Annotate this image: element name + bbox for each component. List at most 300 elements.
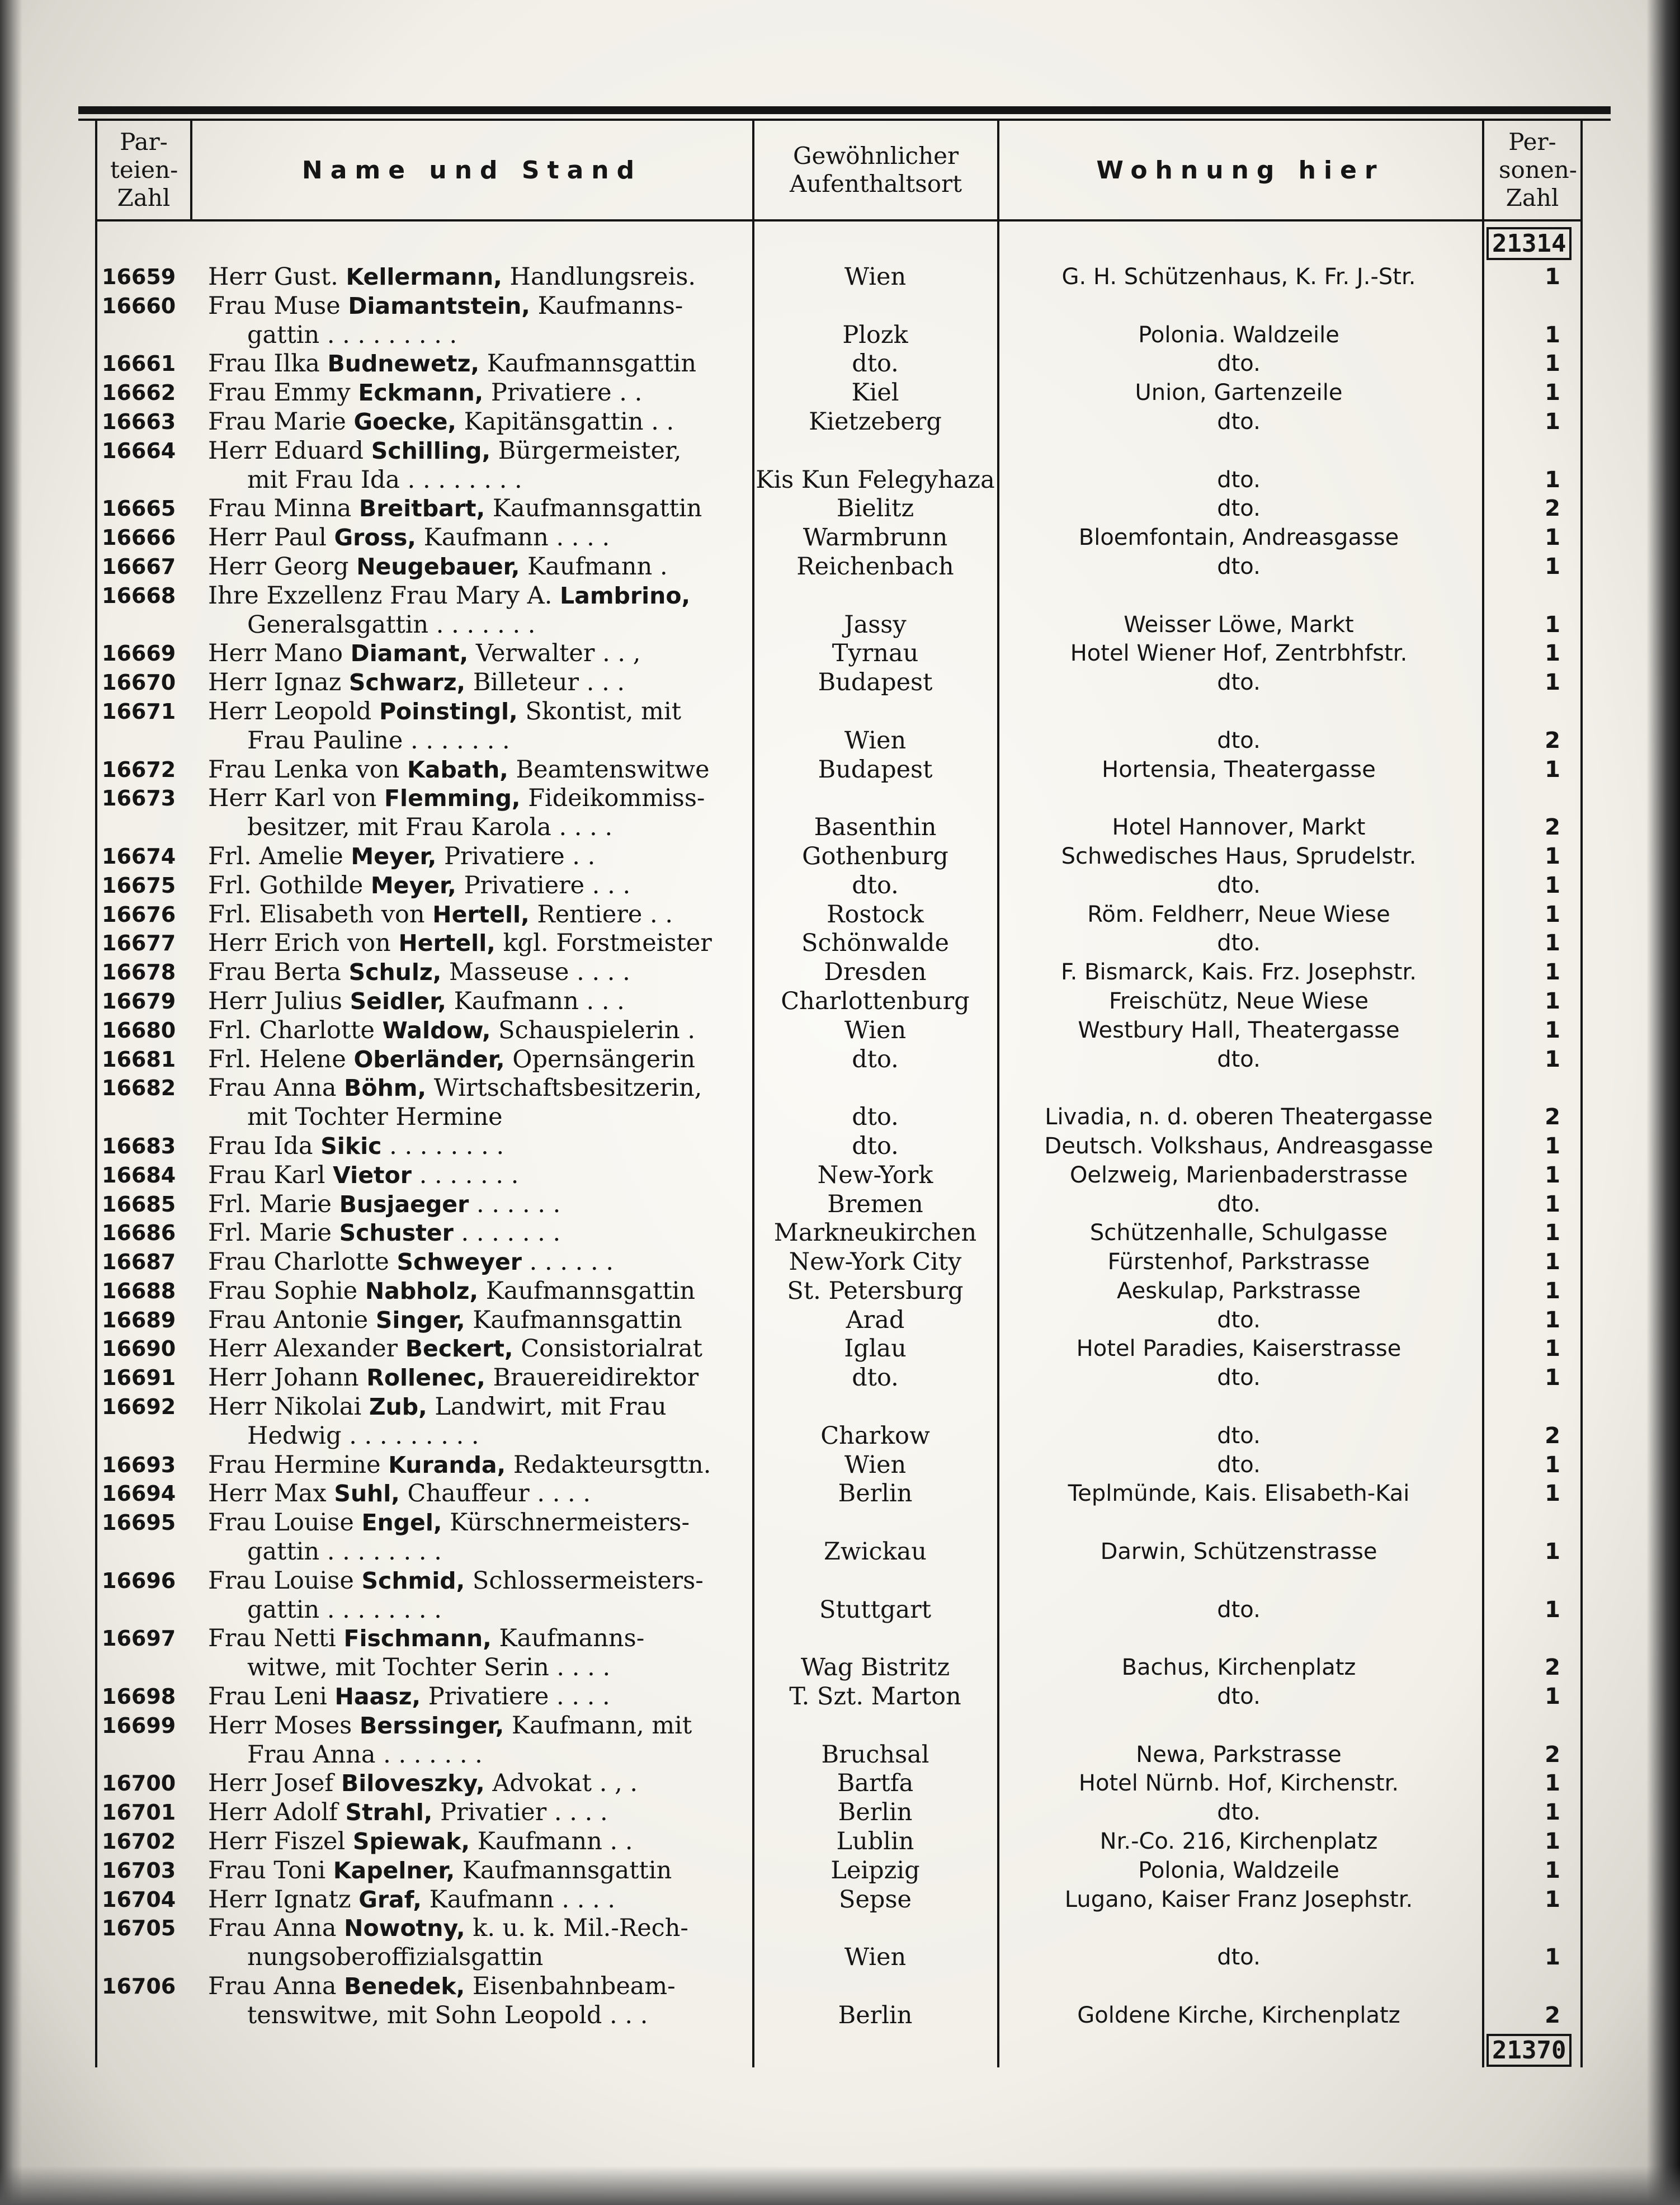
surname: Nabholz, [365,1277,479,1304]
usual-residence: Gothenburg [802,842,948,870]
surname: Kuranda, [388,1451,506,1478]
title: Frau [208,1856,266,1884]
party-number: 16703 [102,1858,176,1883]
usual-residence: Dresden [824,958,927,987]
first-name: Julius [273,987,342,1015]
party-number: 16692 [102,1394,176,1420]
usual-residence: Zwickau [824,1538,927,1566]
party-number: 16675 [102,873,176,898]
person-count: 1 [1545,843,1560,869]
person-count: 1 [1545,640,1560,667]
occupation: Kaufmann . . [477,1827,633,1856]
occupation: . . . . . . . . [389,1132,504,1160]
surname: Fischmann, [343,1625,492,1652]
header-name-text: Name und Stand [301,156,643,185]
title: Herr [208,668,267,697]
name-and-status [208,987,745,1016]
table-row [0,901,1680,930]
local-address: dto. [1217,727,1261,753]
occupation: Skontist, mit [525,697,681,725]
person-count: 2 [1545,1655,1560,1681]
surname: Berssinger, [359,1712,504,1739]
local-address: dto. [1217,1365,1261,1391]
occupation: Kaufmannsgattin [462,1856,672,1884]
title: Frau [208,1624,266,1653]
first-name: Nikolai [273,1393,362,1421]
name-continuation: tenswitwe, mit Sohn Leopold . . . [247,2001,648,2029]
title: Herr [208,524,267,552]
table-row [0,1219,1680,1248]
surname: Lambrino, [560,582,691,609]
surname: Kellermann, [346,263,502,290]
name-and-status [208,408,745,437]
table-row [0,1306,1680,1335]
usual-residence: Jassy [844,610,907,639]
table-row [0,1451,1680,1480]
top-rule-thin [78,119,1611,121]
person-count: 1 [1545,988,1560,1014]
party-number: 16686 [102,1221,176,1246]
local-address: Fürstenhof, Parkstrasse [1107,1249,1370,1275]
first-name: Adolf [273,1798,338,1827]
usual-residence: Budapest [818,668,933,697]
occupation: Kaufmann . . . [454,987,625,1015]
occupation: Consistorialrat [521,1335,702,1363]
occupation: Privatiere . . . . [428,1683,610,1711]
occupation: Kaufmannsgattin [487,350,697,378]
occupation: Kapitänsgattin . . [464,407,674,436]
person-count: 1 [1545,930,1560,957]
surname: Spiewak, [352,1828,470,1855]
local-address: dto. [1217,467,1261,493]
local-address: Lugano, Kaiser Franz Josephstr. [1064,1886,1413,1912]
title: Herr [208,1480,267,1508]
person-count: 1 [1545,1829,1560,1855]
person-count: 1 [1545,1452,1560,1478]
occupation: kgl. Forstmeister [503,929,712,958]
occupation: Advokat . , . [492,1769,638,1798]
party-number: 16679 [102,988,176,1014]
header-residence-text: Gewöhnlicher Aufenthaltsort [790,142,962,197]
occupation: Kaufmanns- [537,291,683,320]
person-count: 1 [1545,408,1560,435]
first-name: Sophie [273,1276,358,1305]
person-count: 1 [1545,1857,1560,1883]
local-address: dto. [1217,1422,1261,1449]
name-and-status [208,1161,745,1190]
first-name: Josef [273,1769,334,1798]
first-name: Gust. [273,263,338,291]
person-count: 1 [1545,1017,1560,1043]
title: Frau [208,494,266,523]
person-count: 2 [1545,1104,1560,1130]
title: Herr [208,1364,267,1392]
first-name: Johann [273,1364,359,1392]
name-and-status [208,1016,745,1045]
carry-out-value: 21370 [1486,2034,1572,2067]
first-name: Fiszel [273,1827,346,1856]
title: Herr [208,1827,267,1856]
local-address: F. Bismarck, Kais. Frz. Josephstr. [1061,959,1417,986]
title: Frl. [208,1045,252,1073]
usual-residence: Stuttgart [819,1595,931,1624]
usual-residence: Reichenbach [796,552,954,581]
local-address: dto. [1217,496,1261,522]
title: Herr [208,1335,267,1363]
usual-residence: Basenthin [814,813,937,842]
title: Frau [208,407,266,436]
party-number: 16706 [102,1974,176,1999]
surname: Rollenec, [366,1364,485,1392]
name-and-status [208,842,745,871]
name-and-status [208,1712,745,1770]
usual-residence: Warmbrunn [803,524,948,552]
header-address [999,122,1481,218]
surname: Schuster [339,1219,454,1247]
title: Frau [208,958,266,987]
party-number: 16700 [102,1771,176,1796]
first-name: Louise [273,1566,354,1595]
usual-residence: Wag Bistritz [800,1653,950,1682]
usual-residence: Bremen [827,1190,923,1218]
person-count: 1 [1545,1278,1560,1304]
local-address: dto. [1217,1684,1261,1710]
usual-residence: Berlin [838,1480,913,1508]
first-name: Marie [259,1219,332,1247]
surname: Hertell, [432,901,530,928]
title: Frau [208,1132,266,1160]
first-name: Amelie [259,842,343,870]
title: Herr [208,1711,267,1740]
name-and-status [208,1914,745,1972]
title: Herr [208,639,267,668]
table-row [0,437,1680,495]
person-count: 2 [1545,1741,1560,1768]
local-address: Hortensia, Theatergasse [1102,756,1376,783]
occupation: Kaufmannsgattin [473,1306,682,1334]
surname: Flemming, [384,785,521,812]
surname: Oberländer, [353,1045,505,1073]
table-row [0,958,1680,987]
occupation: Kaufmann . . . . [429,1885,616,1914]
table-row [0,639,1680,668]
local-address: dto. [1217,1191,1261,1217]
surname: Seidler, [350,987,446,1015]
table-row [0,871,1680,901]
person-count: 1 [1545,1133,1560,1159]
title: Frl. [208,871,252,899]
local-address: Newa, Parkstrasse [1136,1741,1342,1768]
occupation: Masseuse . . . . [449,958,630,987]
surname: Neugebauer, [356,553,520,580]
usual-residence: Arad [846,1306,905,1334]
header-address-text: Wohnung hier [1096,156,1385,185]
local-address: Westbury Hall, Theatergasse [1078,1017,1400,1043]
title: Frau [208,1683,266,1711]
name-and-status [208,1132,745,1161]
title: Frau [208,1972,266,2001]
local-address: Goldene Kirche, Kirchenplatz [1077,2002,1400,2028]
title: Frau [208,1914,266,1943]
first-name: Elisabeth von [259,900,425,929]
usual-residence: Plozk [842,321,908,349]
party-number: 16662 [102,380,176,406]
party-number: 16699 [102,1713,176,1738]
table-row [0,1335,1680,1364]
party-number: 16665 [102,496,176,521]
first-name: Moses [273,1711,352,1740]
party-number: 16698 [102,1684,176,1709]
surname: Sikic [320,1132,382,1160]
name-and-status [208,1335,745,1364]
table-row [0,1248,1680,1277]
name-and-status [208,901,745,930]
header-name [192,122,752,218]
title: Frl. [208,900,252,929]
person-count: 1 [1545,1799,1560,1826]
local-address: G. H. Schützenhaus, K. Fr. J.-Str. [1061,264,1416,290]
title: Frl. [208,1016,252,1044]
usual-residence: New-York City [789,1248,962,1276]
usual-residence: Iglau [844,1335,907,1363]
local-address: Livadia, n. d. oberen Theatergasse [1045,1104,1433,1130]
person-count: 1 [1545,467,1560,493]
name-and-status [208,1567,745,1625]
person-count: 1 [1545,959,1560,986]
occupation: Wirtschaftsbesitzerin, [433,1074,702,1102]
name-and-status [208,1509,745,1567]
header-persons-text: Per- sonen- Zahl [1499,128,1577,211]
table-row [0,408,1680,437]
title: Herr [208,1393,267,1421]
occupation: Redakteursgttn. [513,1450,711,1479]
surname: Kabath, [407,756,508,783]
name-and-status [208,1827,745,1857]
usual-residence: Budapest [818,755,933,784]
title: Frl. [208,1219,252,1247]
name-continuation: Hedwig . . . . . . . . . [247,1421,479,1450]
table-row [0,784,1680,842]
table-row [0,1769,1680,1798]
surname: Schwarz, [348,669,466,696]
person-count: 1 [1545,351,1560,377]
first-name: Marie [259,1190,332,1218]
first-name: Toni [273,1856,326,1884]
table-row [0,553,1680,582]
party-number: 16666 [102,525,176,550]
local-address: Röm. Feldherr, Neue Wiese [1087,901,1390,927]
occupation: Verwalter . . , [475,639,641,668]
table-row [0,1277,1680,1306]
usual-residence: Wien [844,1016,907,1044]
first-name: Anna [273,1972,337,2001]
occupation: Brauereidirektor [493,1364,699,1392]
party-number: 16693 [102,1452,176,1477]
name-and-status [208,437,745,495]
party-number: 16685 [102,1191,176,1217]
occupation: Bürgermeister, [498,436,682,465]
usual-residence: St. Petersburg [787,1276,964,1305]
table-row [0,582,1680,640]
occupation: Privatiere . . [443,842,596,870]
party-number: 16669 [102,641,176,666]
name-and-status [208,1451,745,1480]
person-count: 1 [1545,1770,1560,1797]
person-count: 2 [1545,727,1560,753]
surname: Meyer, [370,871,456,899]
local-address: dto. [1217,1596,1261,1623]
person-count: 1 [1545,872,1560,898]
party-number: 16684 [102,1162,176,1188]
name-and-status [208,929,745,958]
party-number: 16687 [102,1250,176,1275]
name-and-status [208,524,745,553]
name-continuation: besitzer, mit Frau Karola . . . . [247,813,613,842]
table-row [0,1480,1680,1509]
first-name: Alexander [273,1335,398,1363]
surname: Böhm, [344,1075,427,1102]
person-count: 1 [1545,611,1560,638]
local-address: dto. [1217,408,1261,435]
table-row [0,987,1680,1016]
title: Herr [208,1769,267,1798]
person-count: 1 [1545,1886,1560,1912]
local-address: dto. [1217,930,1261,957]
first-name: Muse [273,291,341,320]
first-name: Exzellenz Frau Mary A. [266,581,553,610]
table-row [0,494,1680,524]
surname: Engel, [361,1509,442,1537]
name-and-status [208,668,745,698]
party-number: 16674 [102,844,176,869]
occupation: . . . . . . [529,1248,614,1276]
surname: Beckert, [405,1335,513,1363]
party-number: 16661 [102,351,176,376]
title: Frau [208,379,266,407]
first-name: Mano [273,639,343,668]
occupation: Billeteur . . . [473,668,625,697]
party-number: 16704 [102,1887,176,1912]
header-rule [95,219,1583,222]
first-name: Gothilde [259,871,364,899]
table-row [0,1972,1680,2030]
name-and-status [208,1306,745,1335]
surname: Eckmann, [358,379,484,407]
table-row [0,698,1680,756]
first-name: Antonie [273,1306,369,1334]
party-number: 16672 [102,757,176,782]
surname: Strahl, [345,1799,433,1826]
name-continuation: witwe, mit Tochter Serin . . . . [247,1653,611,1682]
local-address: dto. [1217,1944,1261,1971]
table-row [0,1798,1680,1827]
local-address: Nr.-Co. 216, Kirchenplatz [1099,1829,1378,1855]
header-number-text: Par- teien- Zahl [110,128,178,211]
name-and-status [208,639,745,668]
title: Herr [208,784,267,813]
occupation: Schauspielerin . [498,1016,696,1044]
person-count: 1 [1545,380,1560,406]
table-row [0,524,1680,553]
table-row [0,379,1680,408]
name-continuation: Generalsgattin . . . . . . . [247,610,536,639]
table-row [0,756,1680,785]
usual-residence: Bruchsal [821,1740,929,1769]
first-name: Ida [273,1132,313,1160]
name-and-status [208,1769,745,1798]
first-name: Charlotte [259,1016,375,1044]
surname: Singer, [375,1306,465,1334]
name-and-status [208,1248,745,1277]
usual-residence: Kiel [851,379,899,407]
usual-residence: Wien [844,1450,907,1479]
usual-residence: Tyrnau [832,639,919,668]
occupation: Chauffeur . . . . [407,1480,591,1508]
surname: Benedek, [344,1973,465,2000]
name-and-status [208,494,745,524]
name-and-status [208,1393,745,1451]
local-address: dto. [1217,351,1261,377]
surname: Schweyer [397,1248,522,1276]
local-address: Teplmünde, Kais. Elisabeth-Kai [1068,1481,1410,1507]
occupation: . . . . . . . [461,1219,561,1247]
first-name: Marie [273,407,346,436]
table-row [0,350,1680,379]
title: Herr [208,987,267,1015]
surname: Biloveszky, [341,1770,485,1797]
table-row [0,1857,1680,1886]
local-address: dto. [1217,1799,1261,1826]
person-count: 1 [1545,264,1560,290]
name-and-status [208,1886,745,1915]
usual-residence: Kis Kun Felegyhaza [756,465,995,494]
title: Frl. [208,1190,252,1218]
usual-residence: Charlottenburg [781,987,970,1015]
name-continuation: nungsoberoffizialsgattin [247,1943,544,1972]
name-and-status [208,292,745,350]
surname: Schilling, [371,437,491,464]
table-row [0,1886,1680,1915]
local-address: Oelzweig, Marienbaderstrasse [1069,1162,1408,1188]
usual-residence: dto. [852,1132,899,1160]
usual-residence: dto. [852,350,899,378]
title: Frau [208,291,266,320]
name-and-status [208,1857,745,1886]
name-continuation: Frau Anna . . . . . . . [247,1740,483,1769]
name-and-status [208,582,745,640]
carry-out-total [1486,2036,1572,2065]
surname: Diamant, [350,640,469,667]
first-name: Charlotte [273,1248,389,1276]
person-count: 2 [1545,496,1560,522]
occupation: Eisenbahnbeam- [472,1972,676,2001]
table-row [0,292,1680,350]
party-number: 16660 [102,293,176,318]
table-row [0,1161,1680,1190]
name-and-status [208,1624,745,1683]
surname: Suhl, [334,1480,400,1507]
person-count: 1 [1545,1162,1560,1188]
person-count: 2 [1545,2002,1560,2028]
first-name: Minna [273,494,352,523]
title: Herr [208,929,267,958]
person-count: 1 [1545,1336,1560,1362]
name-and-status [208,1364,745,1393]
local-address: Hotel Paradies, Kaiserstrasse [1076,1336,1401,1362]
occupation: Rentiere . . [537,900,673,929]
occupation: Kürschnermeisters- [450,1509,690,1537]
person-count: 1 [1545,1220,1560,1246]
